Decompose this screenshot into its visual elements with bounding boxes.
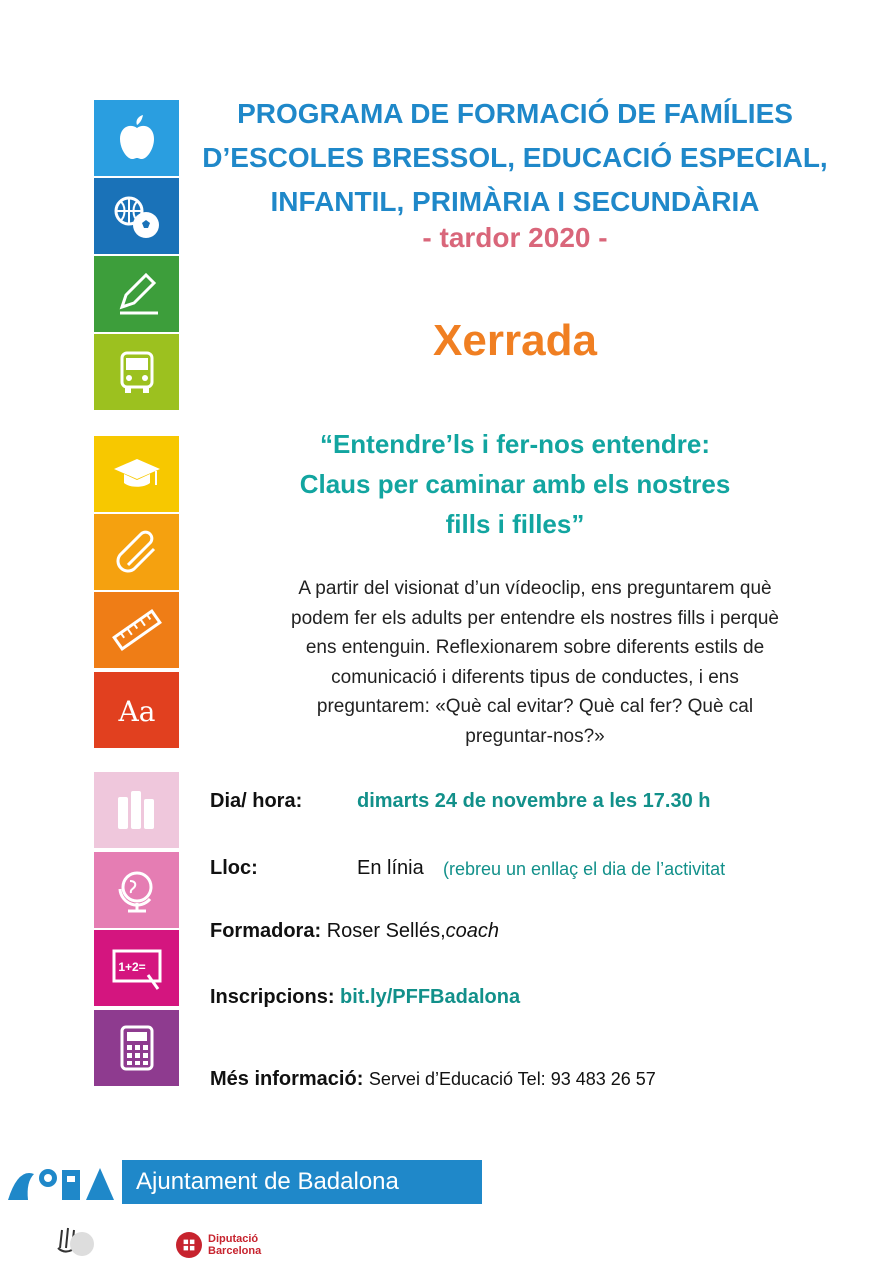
season-label: - tardor 2020 - [422, 222, 608, 253]
diputacio-seal-icon [176, 1232, 202, 1258]
globe-tile [94, 852, 179, 928]
diputacio-line2: Barcelona [208, 1245, 262, 1257]
letters-tile [94, 672, 179, 748]
signup-label: Inscripcions: [210, 986, 335, 1008]
program-title-line1: PROGRAMA DE FORMACIÓ DE FAMÍLIES [237, 98, 793, 129]
globe-icon [110, 863, 164, 917]
trainer-role: coach [445, 920, 499, 942]
bus-tile [94, 334, 179, 410]
diputacio-line1: Diputació [208, 1233, 259, 1245]
pencil-tile [94, 256, 179, 332]
signup-link[interactable]: bit.ly/PFFBadalona [340, 986, 521, 1008]
signup-row [210, 986, 520, 1009]
calculator-icon [110, 1021, 164, 1075]
balls-tile [94, 178, 179, 254]
place-value: En línia [357, 857, 424, 879]
paperclip-tile [94, 514, 179, 590]
place-label: Lloc: [210, 857, 258, 879]
description-line2: podem fer els adults per entendre els nostres fills i perquè [291, 607, 779, 629]
place-row [210, 857, 726, 880]
svg-text:1+2=: 1+2= [117, 960, 146, 974]
diputacio-logo [176, 1232, 261, 1258]
description-line1: A partir del visionat d’un vídeoclip, ens preguntarem què [298, 578, 772, 599]
graduation-cap-tile [94, 436, 179, 512]
ajuntament-name: Ajuntament de Badalona [136, 1168, 399, 1195]
program-title [200, 92, 830, 224]
program-title-line3: INFANTIL, PRIMÀRIA I SECUNDÀRIA [270, 186, 760, 217]
trainer-row [210, 920, 499, 943]
books-icon [110, 783, 164, 837]
event-type: Xerrada [433, 316, 597, 365]
calculator-tile [94, 1010, 179, 1086]
talk-title-line3: fills i filles” [445, 509, 585, 539]
description-line4: comunicació i diferents tipus de conductes, i ens [331, 666, 739, 688]
info-value: Servei d’Educació Tel: 93 483 26 57 [368, 1069, 656, 1089]
description-line6: preguntar-nos?» [465, 725, 605, 747]
description-line3: ens entenguin. Reflexionarem sobre diferents estils de [305, 637, 765, 658]
math-board-tile [94, 930, 179, 1006]
graduation-cap-icon [110, 447, 164, 501]
description [245, 574, 825, 751]
apple-icon [110, 111, 164, 165]
letters-icon [110, 683, 164, 737]
apple-tile [94, 100, 179, 176]
date-row [210, 790, 711, 813]
talk-title [200, 424, 830, 544]
talk-title-line2: Claus per caminar amb els nostres [299, 469, 731, 499]
svg-text:Aa: Aa [118, 695, 155, 728]
trainer-name: Roser Sellés, [326, 920, 446, 942]
ruler-tile [94, 592, 179, 668]
info-label: Més informació: [210, 1068, 364, 1090]
description-line5: preguntarem: «Què cal evitar? Què cal fer? Què cal [316, 696, 754, 717]
math-board-icon [110, 941, 164, 995]
talk-title-line1: “Entendre’ls i fer-nos entendre: [319, 429, 711, 459]
books-tile [94, 772, 179, 848]
info-row [210, 1068, 656, 1091]
ruler-icon [110, 603, 164, 657]
paperclip-icon [110, 525, 164, 579]
ajuntament-banner [4, 1160, 482, 1204]
pencil-icon [110, 267, 164, 321]
place-note: (rebreu un enllaç el dia de l’activitat [443, 859, 726, 879]
trainer-label: Formadora: [210, 920, 322, 942]
balls-icon [110, 189, 164, 243]
program-title-line2: D’ESCOLES BRESSOL, EDUCACIÓ ESPECIAL, [202, 142, 828, 173]
bus-icon [110, 345, 164, 399]
badalona-emblem-icon [4, 1160, 122, 1204]
badalona-ciutat-educadora-logo [52, 1226, 142, 1266]
date-label: Dia/ hora: [210, 790, 303, 812]
date-value: dimarts 24 de novembre a les 17.30 h [357, 790, 711, 812]
